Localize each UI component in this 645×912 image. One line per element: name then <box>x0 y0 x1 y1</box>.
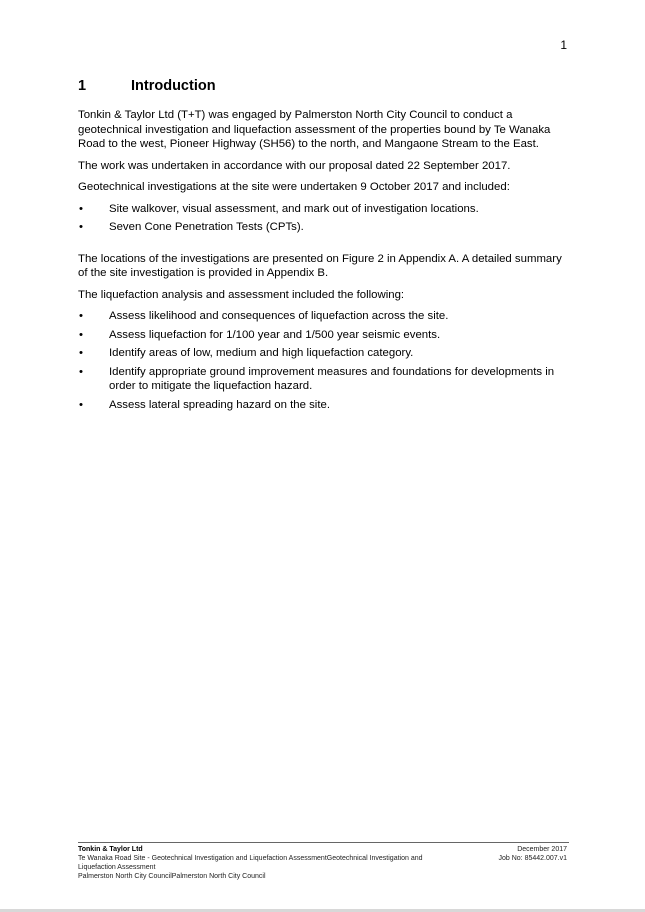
list-item-text: Identify areas of low, medium and high liquefaction category. <box>109 347 414 359</box>
section-number: 1 <box>78 78 87 94</box>
list-item-text: Assess lateral spreading hazard on the site. <box>109 398 330 411</box>
footer-project-line2: Liquefaction Assessment <box>78 864 156 871</box>
list-item <box>78 365 573 394</box>
section-heading <box>78 78 216 94</box>
page-number: 1 <box>560 38 567 52</box>
bullet-icon: • <box>79 202 83 215</box>
body-content <box>78 108 573 417</box>
bullet-icon: • <box>79 310 83 322</box>
footer-date: December 2017 <box>517 846 567 853</box>
bullet-icon: • <box>79 365 83 378</box>
list-item-text: Identify appropriate ground improvement measures and foundations for developments in order to mitigate the liquefaction hazard. <box>109 365 555 392</box>
investigation-list <box>78 202 573 235</box>
section-title: Introduction <box>131 78 216 94</box>
list-item-text: Assess likelihood and consequences of liquefaction across the site. <box>109 310 449 322</box>
analysis-paragraph: The liquefaction analysis and assessment included the following: <box>78 288 405 301</box>
bullet-icon: • <box>79 328 83 341</box>
list-item <box>78 328 573 343</box>
list-item <box>78 309 573 324</box>
list-item <box>78 398 573 413</box>
footer-right <box>499 845 568 863</box>
list-item <box>78 202 573 217</box>
bullet-icon: • <box>79 398 83 411</box>
assessment-list <box>78 309 573 412</box>
spacer <box>78 240 573 252</box>
intro-paragraph: Tonkin & Taylor Ltd (T+T) was engaged by Palmerston North City Council to conduct a geotechnical investigation and liquefaction assessment of the properties bound by Te Wanaka Road to the west, Pioneer Highway (SH56) to the north, and Mangaone Stream to the East. <box>78 109 551 150</box>
proposal-paragraph: The work was undertaken in accordance with our proposal dated 22 September 2017. <box>78 159 511 172</box>
bullet-icon: • <box>79 347 83 359</box>
footer-job-number: Job No: 85442.007.v1 <box>498 855 567 862</box>
list-item-text: Site walkover, visual assessment, and mark out of investigation locations. <box>109 202 479 215</box>
bullet-icon: • <box>79 221 83 233</box>
footer-left <box>78 845 438 881</box>
footer-company: Tonkin & Taylor Ltd <box>78 846 143 853</box>
list-item <box>78 220 573 235</box>
footer-client: Palmerston North City CouncilPalmerston North City Council <box>78 873 266 880</box>
list-item-text: Seven Cone Penetration Tests (CPTs). <box>109 221 304 233</box>
footer-divider <box>78 842 569 843</box>
investigations-paragraph: Geotechnical investigations at the site were undertaken 9 October 2017 and included: <box>78 181 510 193</box>
footer-project-line1: Te Wanaka Road Site - Geotechnical Investigation and Liquefaction AssessmentGeotechnical Investigation and <box>78 855 423 862</box>
list-item-text: Assess liquefaction for 1/100 year and 1/500 year seismic events. <box>109 328 441 341</box>
list-item <box>78 346 573 361</box>
locations-paragraph: The locations of the investigations are presented on Figure 2 in Appendix A. A detailed summary of the site investigation is provided in Appendix B. <box>78 252 562 279</box>
